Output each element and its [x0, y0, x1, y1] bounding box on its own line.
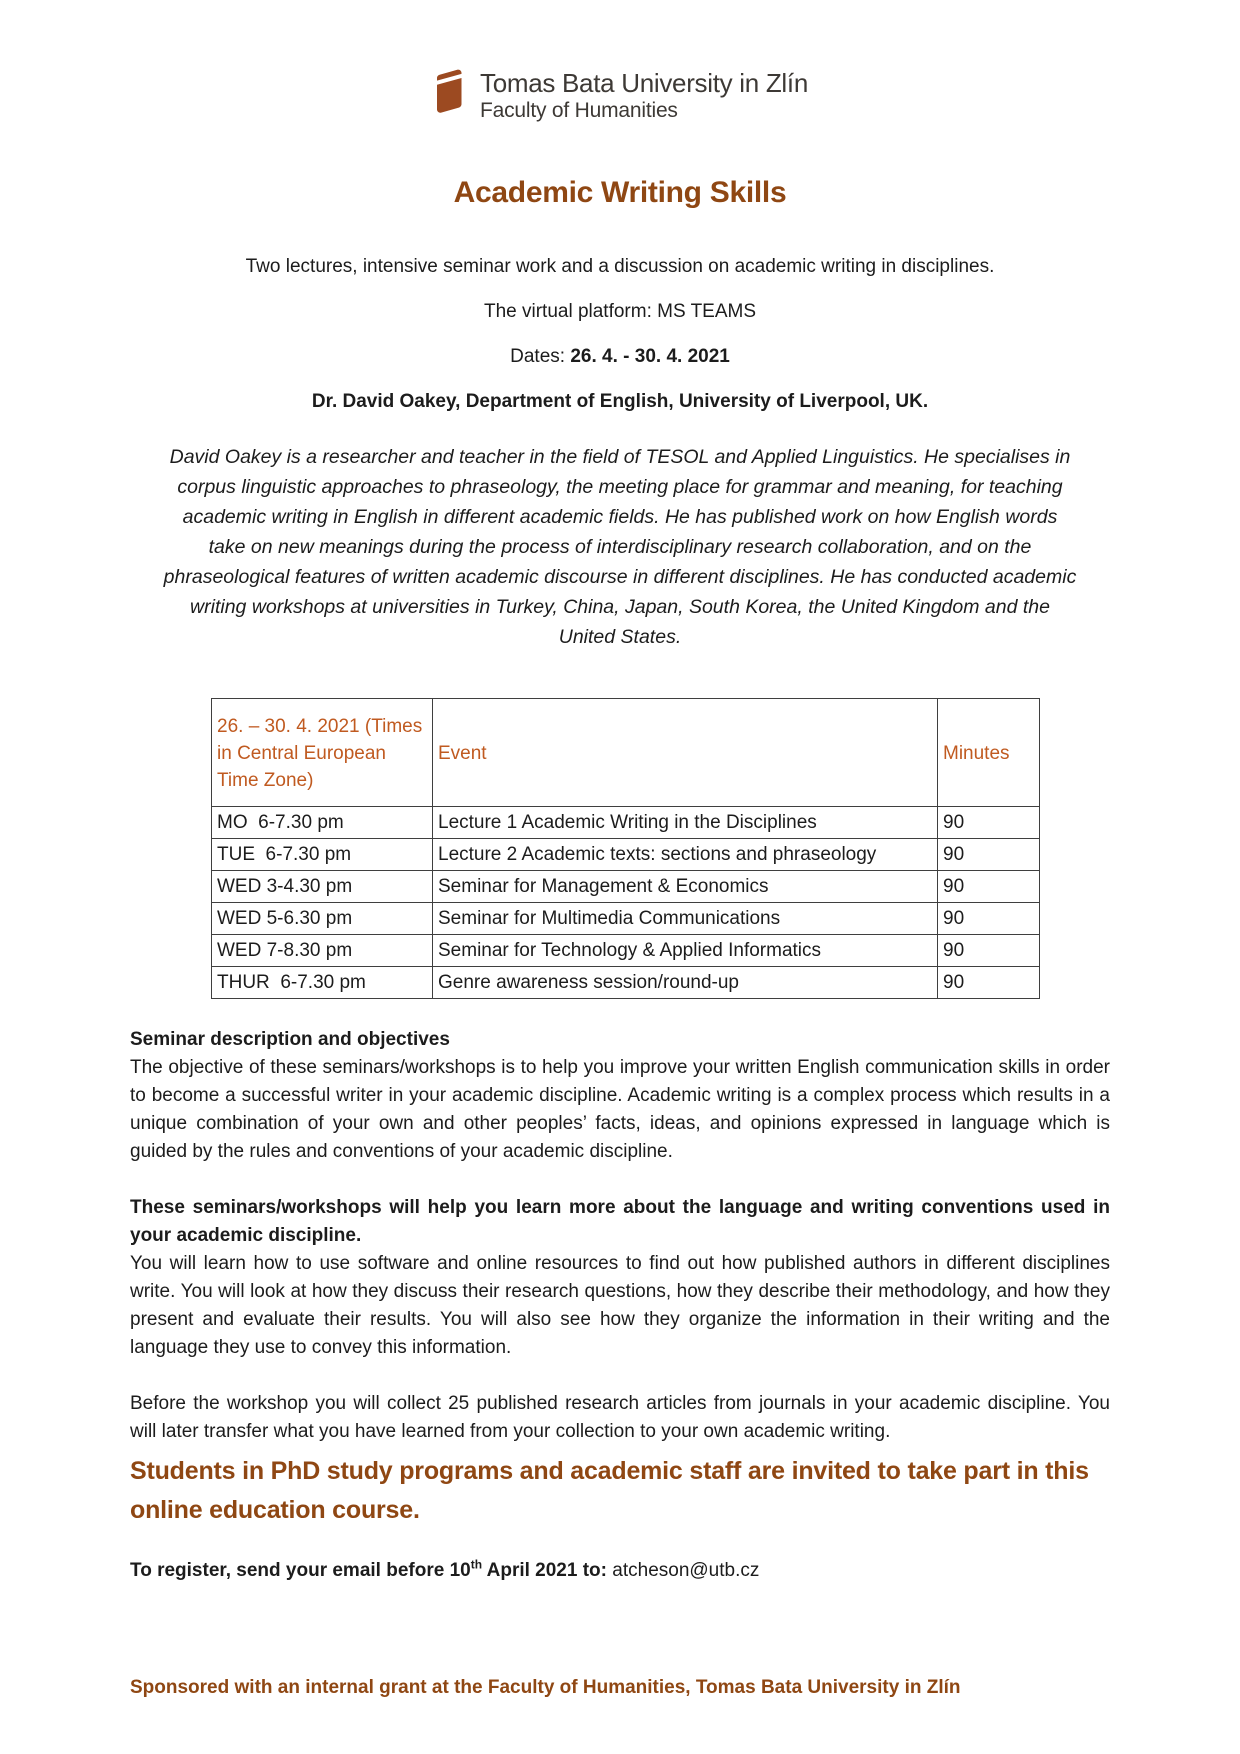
table-header-row: [212, 699, 1040, 807]
row-minutes: 90: [938, 967, 1040, 999]
objectives-paragraph: The objective of these seminars/workshops is to help you improve your written English communication skills in order to become a successful writer in your academic discipline. Academic writing is a complex process which results in a unique combination of your own and other peoples’ facts, ideas, and opinions expressed in language which is guided by the rules and conventions of your academic discipline.: [130, 1057, 1110, 1162]
seminar-description-heading: Seminar description and objectives: [130, 1029, 450, 1050]
row-time: WED 7-8.30 pm: [212, 935, 433, 967]
schedule-table: [211, 698, 1040, 999]
row-time: WED 5-6.30 pm: [212, 903, 433, 935]
row-minutes: 90: [938, 903, 1040, 935]
registration-email: atcheson@utb.cz: [607, 1560, 760, 1581]
row-event: Lecture 1 Academic Writing in the Disciplines: [433, 807, 938, 839]
row-event: Seminar for Multimedia Communications: [433, 903, 938, 935]
description-section: [130, 1026, 1110, 1582]
row-time: WED 3-4.30 pm: [212, 871, 433, 903]
book-icon: [432, 68, 464, 119]
table-header-event: Event: [433, 699, 938, 807]
table-row: [212, 807, 1040, 839]
row-event: Lecture 2 Academic texts: sections and phraseology: [433, 839, 938, 871]
row-time: MO 6-7.30 pm: [212, 807, 433, 839]
row-minutes: 90: [938, 839, 1040, 871]
registration-bold-before: To register, send your email before 10: [130, 1560, 471, 1581]
row-time: THUR 6-7.30 pm: [212, 967, 433, 999]
row-minutes: 90: [938, 807, 1040, 839]
table-row: [212, 839, 1040, 871]
speaker-bio: David Oakey is a researcher and teacher in the field of TESOL and Applied Linguistics. He specialises in corpus linguistic approaches to phraseology, the meeting place for grammar and meaning, for teaching academic writing in English in different academic fields. He has published work on how English words take on new meanings during the process of interdisciplinary research collaboration, and on the phraseological features of written academic discourse in different disciplines. He has conducted academic writing workshops at universities in Turkey, China, Japan, South Korea, the United Kingdom and the United States.: [163, 446, 1077, 648]
preparation-paragraph: Before the workshop you will collect 25 published research articles from journals in your academic discipline. You will later transfer what you have learned from your collection to your own academic writing.: [130, 1393, 1110, 1442]
university-name: Tomas Bata University in Zlín: [480, 68, 808, 98]
faculty-name: Faculty of Humanities: [480, 99, 678, 122]
registration-line: [130, 1557, 1110, 1582]
registration-bold-after: April 2021 to:: [482, 1560, 607, 1581]
row-minutes: 90: [938, 871, 1040, 903]
page-title: Academic Writing Skills: [453, 176, 787, 209]
table-row: [212, 967, 1040, 999]
row-event: Genre awareness session/round-up: [433, 967, 938, 999]
speaker-line: Dr. David Oakey, Department of English, University of Liverpool, UK.: [311, 391, 929, 412]
conventions-bold-paragraph: These seminars/workshops will help you learn more about the language and writing conventions used in your academic discipline.: [130, 1197, 1110, 1246]
dates-line: [130, 344, 1110, 370]
table-row: [212, 935, 1040, 967]
invitation-text: Students in PhD study programs and academic staff are invited to take part in this online education course.: [130, 1457, 1089, 1524]
dates-value: 26. 4. - 30. 4. 2021: [570, 346, 730, 367]
row-time: TUE 6-7.30 pm: [212, 839, 433, 871]
row-event: Seminar for Technology & Applied Informatics: [433, 935, 938, 967]
course-summary-line: Two lectures, intensive seminar work and a discussion on academic writing in disciplines.: [245, 256, 995, 277]
dates-label: Dates:: [510, 346, 571, 367]
table-header-times: 26. – 30. 4. 2021 (Times in Central European Time Zone): [212, 699, 433, 807]
registration-superscript: th: [470, 1557, 483, 1572]
university-logo: [130, 68, 1110, 124]
platform-line: The virtual platform: MS TEAMS: [483, 301, 757, 322]
table-header-minutes: Minutes: [938, 699, 1040, 807]
table-row: [212, 903, 1040, 935]
sponsor-footer: Sponsored with an internal grant at the Faculty of Humanities, Tomas Bata University in Zlín: [130, 1677, 961, 1698]
learning-paragraph: You will learn how to use software and online resources to find out how published authors in different disciplines write. You will look at how they discuss their research questions, how they describe their methodology, and how they present and evaluate their results. You will also see how they organize the information in their writing and the language they use to convey this information.: [130, 1253, 1110, 1358]
table-row: [212, 871, 1040, 903]
row-minutes: 90: [938, 935, 1040, 967]
logo-text-block: [480, 68, 808, 124]
row-event: Seminar for Management & Economics: [433, 871, 938, 903]
